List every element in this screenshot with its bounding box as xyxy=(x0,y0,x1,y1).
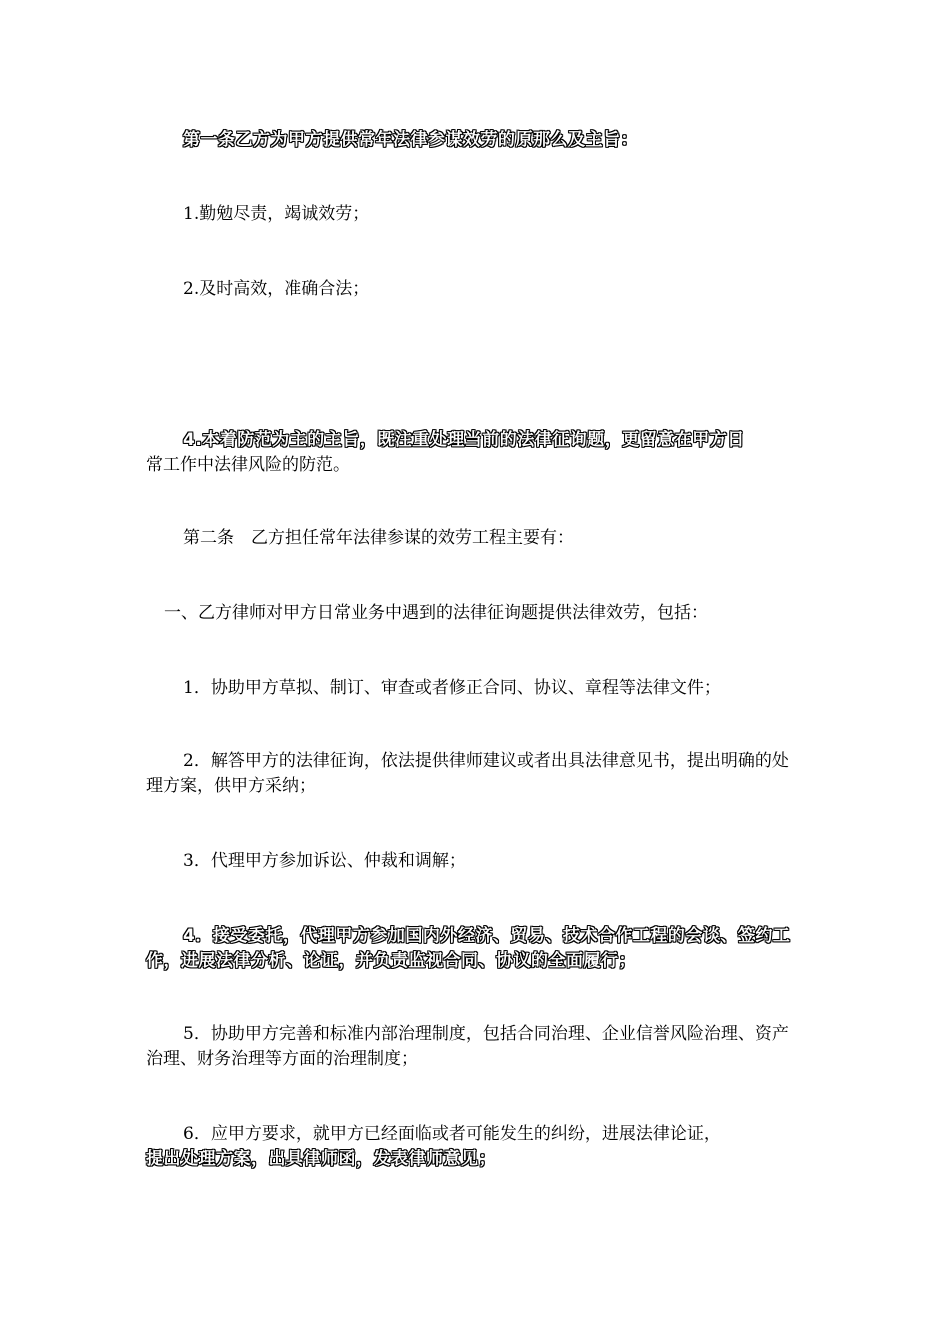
article1-heading: 第一条乙方为甲方提供常年法律参谋效劳的原那么及主旨： xyxy=(183,130,638,150)
service-item-2: 2．解答甲方的法律征询，依法提供律师建议或者出具法律意见书，提出明确的处理方案，供甲方采纳； xyxy=(146,751,789,796)
service-item-6 xyxy=(146,1122,796,1172)
service-item-6-line1: 6．应甲方要求，就甲方已经面临或者可能发生的纠纷，进展法律论证， xyxy=(183,1124,721,1144)
section1-heading: 一、乙方律师对甲方日常业务中遇到的法律征询题提供法律效劳，包括： xyxy=(164,603,708,623)
article1-item-4-line2: 常工作中法律风险的防范。 xyxy=(146,455,350,475)
service-item-3: 3．代理甲方参加诉讼、仲裁和调解； xyxy=(183,851,466,871)
article1-item-4-line1: 4.本着防范为主的主旨，既注重处理当前的法律征询题，更留意在甲方日 xyxy=(183,430,745,450)
article1-item-1: 1.勤勉尽责，竭诚效劳； xyxy=(183,204,370,224)
article1-item-2: 2.及时高效，准确合法； xyxy=(183,279,370,299)
article2-heading: 第二条 乙方担任常年法律参谋的效劳工程主要有： xyxy=(183,528,574,548)
service-item-6-line2: 提出处理方案，出具律师函，发表律师意见； xyxy=(146,1149,496,1169)
service-item-5: 5．协助甲方完善和标准内部治理制度，包括合同治理、企业信誉风险治理、资产治理、财务治理等方面的治理制度； xyxy=(146,1024,789,1069)
article1-item-4 xyxy=(146,428,796,478)
service-item-4: 4．接受委托，代理甲方参加国内外经济、贸易、技术合作工程的会谈、签约工作，进展法律分析、论证，并负责监视合同、协议的全面履行； xyxy=(146,926,791,971)
service-item-1: 1．协助甲方草拟、制订、审查或者修正合同、协议、章程等法律文件； xyxy=(183,678,721,698)
